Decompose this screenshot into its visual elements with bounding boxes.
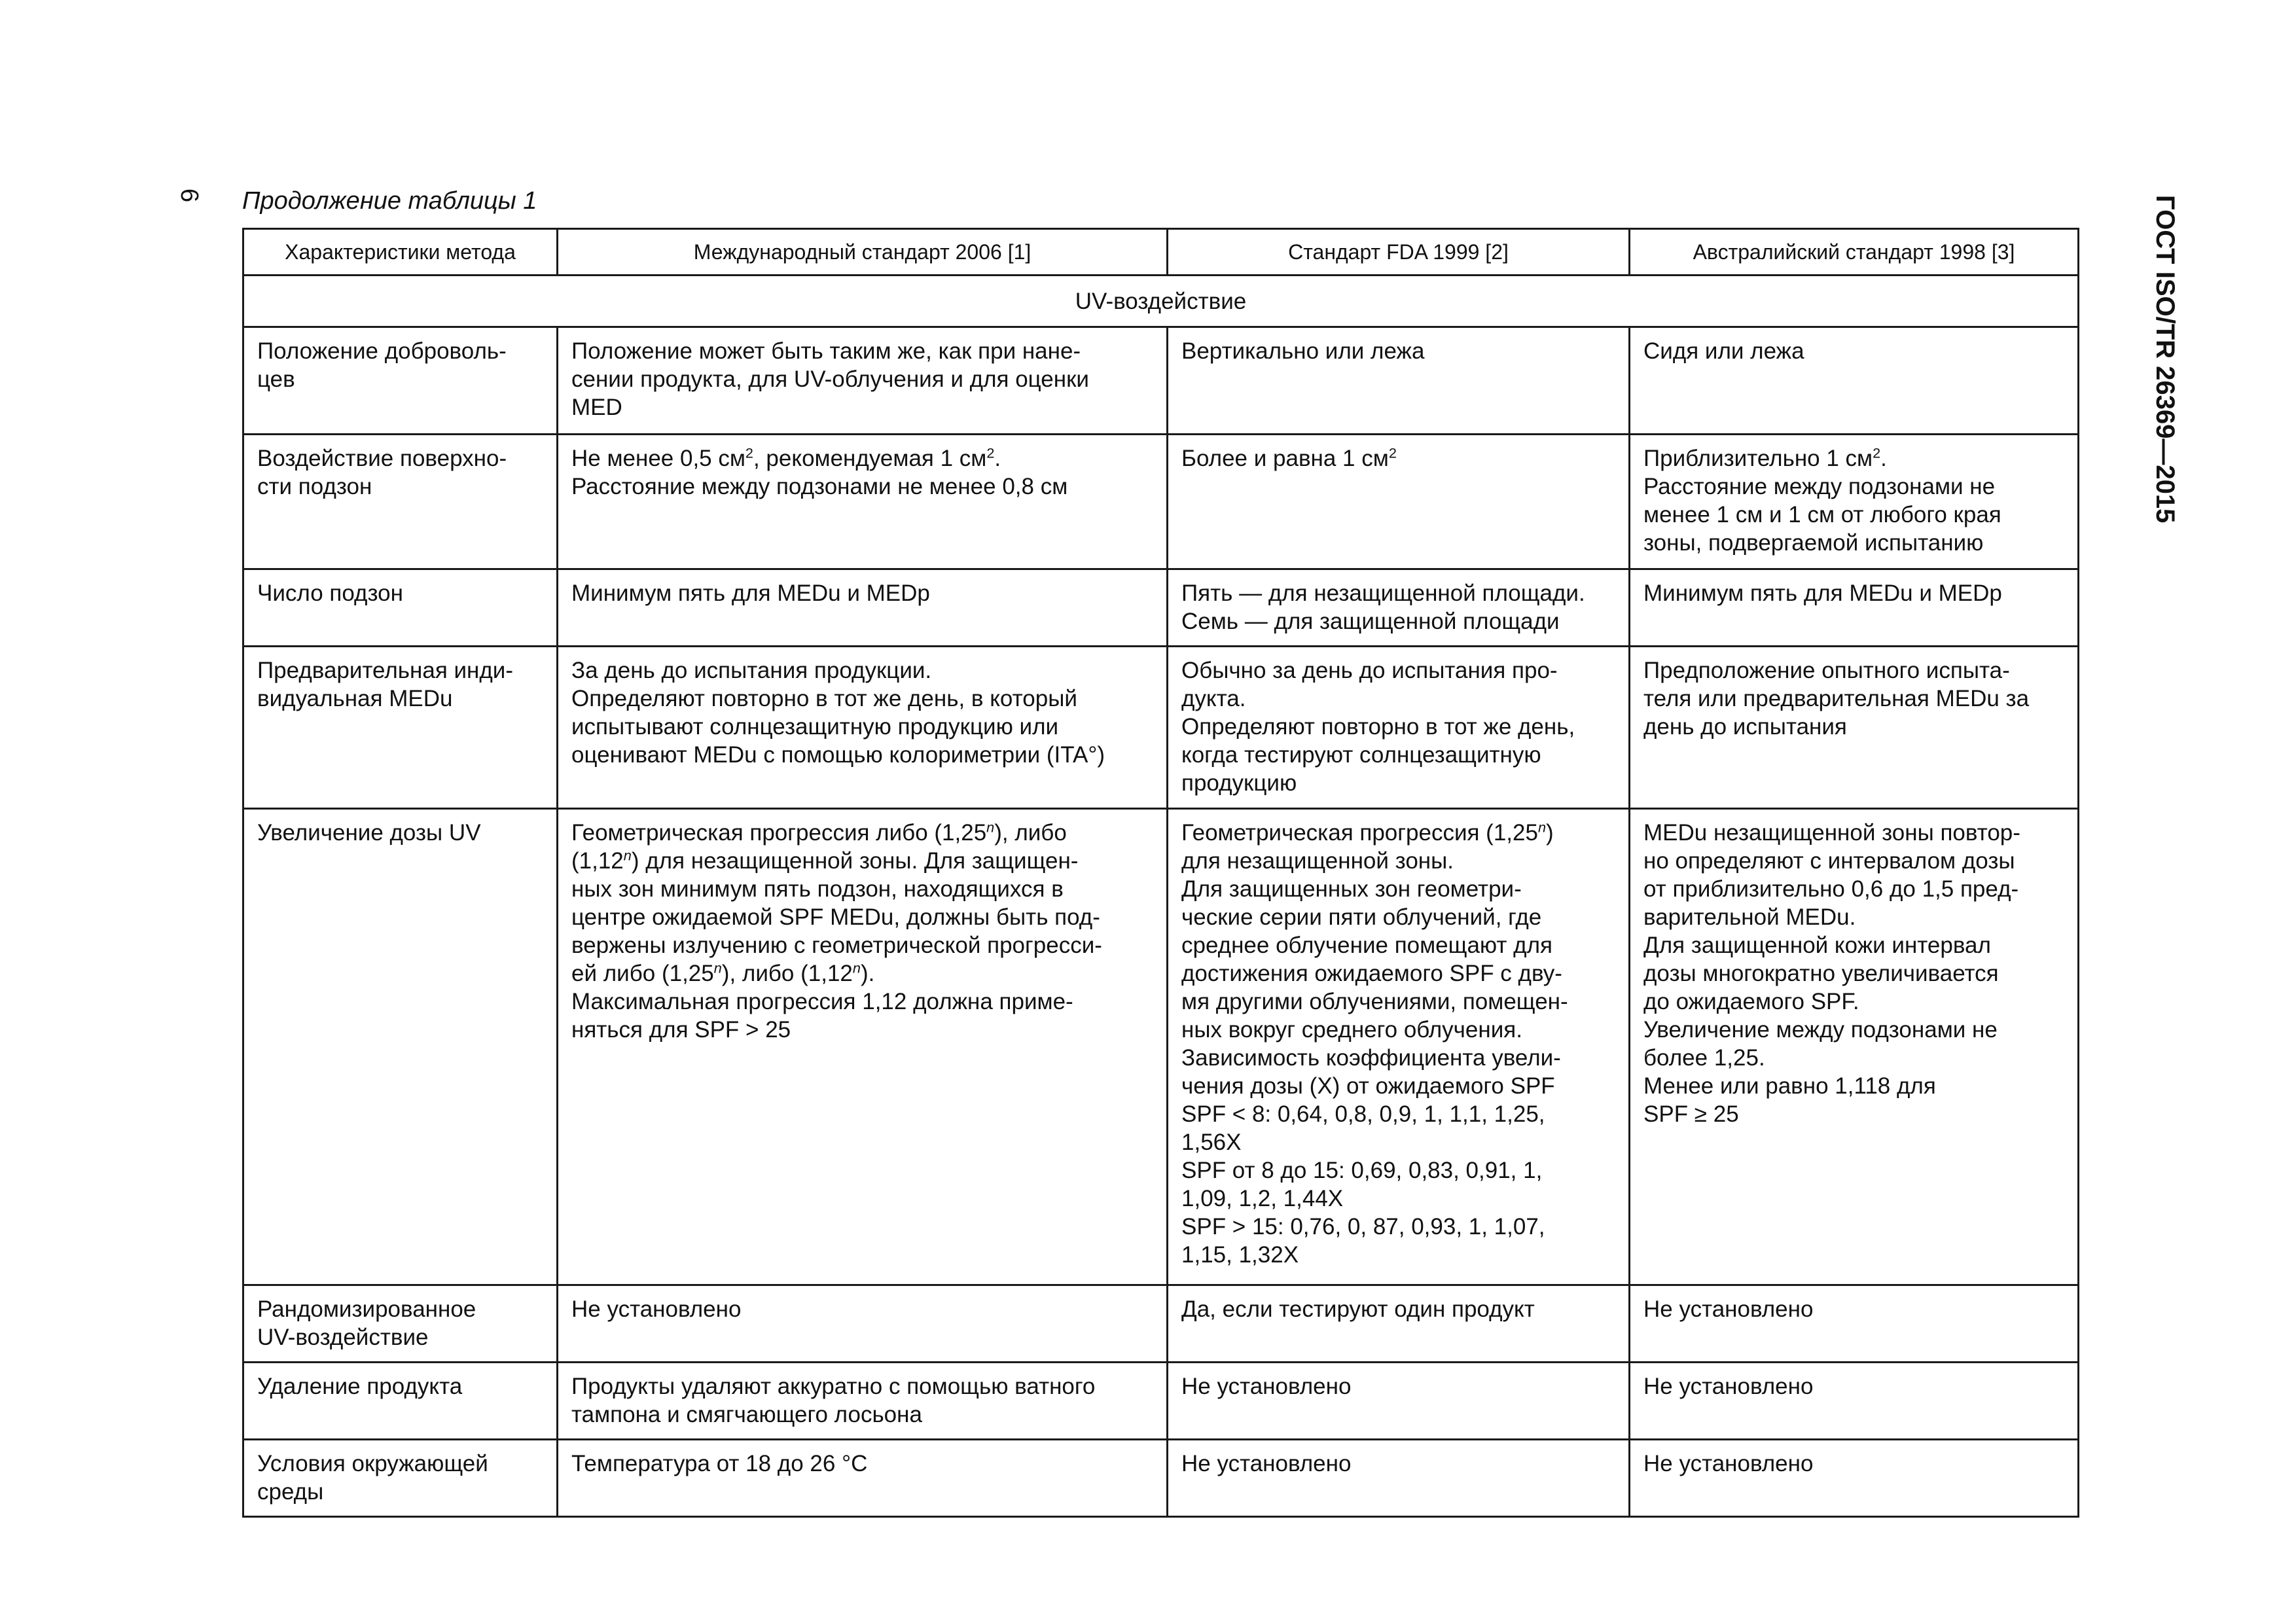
table-row (243, 1285, 2079, 1363)
table-row (243, 809, 2079, 1285)
australian-cell (1630, 809, 2079, 1285)
cell-line: Предположение опытного испыта- (1643, 658, 2010, 683)
table-row (243, 569, 2079, 647)
cell-line: Определяют повторно в тот же день, (1181, 714, 1575, 740)
cell-line (1181, 444, 1615, 473)
cell-line: Да, если тестируют один продукт (1181, 1296, 1535, 1322)
international-cell (558, 569, 1168, 647)
cell-line: ческие серии пяти облучений, где (1181, 904, 1542, 930)
cell-line: Вертикально или лежа (1181, 338, 1425, 364)
superscript: n (852, 959, 861, 976)
cell-line: Не установлено (1643, 1451, 1814, 1476)
cell-line: продукцию (1181, 770, 1297, 796)
cell-line: от приблизительно 0,6 до 1,5 пред- (1643, 876, 2019, 902)
section-uv-exposure: UV-воздействие (243, 276, 2079, 327)
row-label-cell (243, 435, 558, 569)
international-cell (558, 1363, 1168, 1440)
superscript: n (986, 819, 995, 836)
cell-line (571, 847, 1153, 875)
cell-line: центре ожидаемой SPF MEDu, должны быть под- (571, 904, 1100, 930)
fda-cell (1168, 1440, 1630, 1517)
cell-line: Расстояние между подзонами не менее 0,8 см (571, 474, 1068, 499)
superscript: 2 (1873, 444, 1881, 461)
cell-line: среды (257, 1479, 324, 1505)
cell-line: Минимум пять для MEDu и MEDp (1643, 580, 2002, 606)
cell-line: Пять — для незащищенной площади. (1181, 580, 1585, 606)
text-run: Геометрическая прогрессия (1,25 (1181, 820, 1538, 846)
section-row (243, 276, 2079, 327)
cell-line: чения дозы (X) от ожидаемого SPF (1181, 1073, 1555, 1099)
cell-line: Не установлено (1643, 1374, 1814, 1399)
international-cell (558, 809, 1168, 1285)
cell-line: Условия окружающей (257, 1451, 488, 1476)
australian-cell (1630, 327, 2079, 435)
row-label-cell (243, 1285, 558, 1363)
cell-line: до ожидаемого SPF. (1643, 989, 1859, 1014)
text-run: ей либо (1,25 (571, 961, 714, 986)
cell-line: 1,15, 1,32X (1181, 1242, 1299, 1268)
cell-line: Менее или равно 1,118 для (1643, 1073, 1936, 1099)
cell-line: Не установлено (1181, 1451, 1352, 1476)
fda-cell (1168, 435, 1630, 569)
cell-line: ных вокруг среднего облучения. (1181, 1017, 1522, 1043)
table-row (243, 327, 2079, 435)
table-caption: Продолжение таблицы 1 (242, 187, 537, 215)
cell-line: среднее облучение помещают для (1181, 933, 1552, 958)
cell-line: варительной MEDu. (1643, 904, 1856, 930)
superscript: 2 (986, 444, 995, 461)
fda-cell (1168, 1363, 1630, 1440)
cell-line: Минимум пять для MEDu и MEDp (571, 580, 930, 606)
australian-cell (1630, 569, 2079, 647)
row-label-cell (243, 647, 558, 809)
cell-line: MED (571, 395, 622, 420)
fda-cell (1168, 809, 1630, 1285)
cell-line: Положение может быть таким же, как при нане- (571, 338, 1081, 364)
cell-line: Не установлено (571, 1296, 742, 1322)
international-cell (558, 435, 1168, 569)
cell-line: Не установлено (1181, 1374, 1352, 1399)
international-cell (558, 1440, 1168, 1517)
cell-line: но определяют с интервалом дозы (1643, 848, 2015, 874)
table-row (243, 435, 2079, 569)
text-run: . (994, 446, 1001, 471)
cell-line: Расстояние между подзонами не (1643, 474, 1996, 499)
cell-line: теля или предварительная MEDu за (1643, 686, 2030, 711)
cell-line: вержены излучению с геометрической прогресси- (571, 933, 1102, 958)
text-run: Более и равна 1 см (1181, 446, 1389, 471)
australian-cell (1630, 1440, 2079, 1517)
cell-line: более 1,25. (1643, 1045, 1765, 1071)
text-run: Не менее 0,5 см (571, 446, 745, 471)
cell-line: испытывают солнцезащитную продукцию или (571, 714, 1059, 740)
cell-line: Температура от 18 до 26 °С (571, 1451, 868, 1476)
fda-cell (1168, 327, 1630, 435)
cell-line: UV-воздействие (257, 1325, 429, 1350)
row-label-cell (243, 809, 558, 1285)
cell-line: видуальная MEDu (257, 686, 453, 711)
cell-line (571, 959, 1153, 988)
cell-line: MEDu незащищенной зоны повтор- (1643, 820, 2020, 846)
international-cell (558, 327, 1168, 435)
cell-line: тампона и смягчающего лосьона (571, 1402, 922, 1427)
cell-line: день до испытания (1643, 714, 1847, 740)
page-number: 6 (175, 188, 203, 203)
cell-line: менее 1 см и 1 см от любого края (1643, 502, 2001, 527)
header-australian-standard: Австралийский стандарт 1998 [3] (1630, 229, 2079, 276)
method-comparison-table (242, 228, 2079, 1518)
document-code-title: ГОСТ ISO/TR 26369—2015 (2151, 195, 2179, 524)
cell-line: Увеличение дозы UV (257, 820, 481, 846)
row-label-cell (243, 327, 558, 435)
cell-line: SPF > 15: 0,76, 0, 87, 0,93, 1, 1,07, (1181, 1214, 1545, 1240)
row-label-cell (243, 569, 558, 647)
row-label-cell (243, 1363, 558, 1440)
cell-line: Максимальная прогрессия 1,12 должна приме- (571, 989, 1073, 1014)
australian-cell (1630, 435, 2079, 569)
cell-line (571, 819, 1153, 847)
header-fda-standard: Стандарт FDA 1999 [2] (1168, 229, 1630, 276)
australian-cell (1630, 1363, 2079, 1440)
cell-line: сении продукта, для UV-облучения и для оценки (571, 366, 1089, 392)
cell-line: мя другими облучениями, помещен- (1181, 989, 1568, 1014)
cell-line: Число подзон (257, 580, 403, 606)
cell-line: няться для SPF > 25 (571, 1017, 791, 1043)
cell-line: Для защищенных зон геометри- (1181, 876, 1522, 902)
cell-line: 1,56X (1181, 1130, 1242, 1155)
cell-line: Сидя или лежа (1643, 338, 1804, 364)
cell-line: для незащищенной зоны. (1181, 848, 1454, 874)
cell-line: Зависимость коэффициента увели- (1181, 1045, 1561, 1071)
cell-line: ных зон минимум пять подзон, находящихся в (571, 876, 1064, 902)
fda-cell (1168, 1285, 1630, 1363)
cell-line: Предварительная инди- (257, 658, 513, 683)
superscript: n (1537, 819, 1547, 836)
cell-line (1181, 819, 1615, 847)
text-run: Приблизительно 1 см (1643, 446, 1873, 471)
superscript: n (623, 847, 632, 864)
header-characteristics: Характеристики метода (243, 229, 558, 276)
text-run: ) (1546, 820, 1554, 846)
australian-cell (1630, 1285, 2079, 1363)
cell-line: Продукты удаляют аккуратно с помощью ватного (571, 1374, 1096, 1399)
cell-line: сти подзон (257, 474, 372, 499)
fda-cell (1168, 647, 1630, 809)
international-cell (558, 647, 1168, 809)
cell-line: За день до испытания продукции. (571, 658, 932, 683)
table-row (243, 647, 2079, 809)
cell-line: SPF ≥ 25 (1643, 1101, 1739, 1127)
cell-line: дукта. (1181, 686, 1246, 711)
cell-line: оценивают MEDu с помощью колориметрии (ITA°) (571, 742, 1105, 768)
superscript: 2 (1388, 444, 1397, 461)
text-run: (1,12 (571, 848, 624, 874)
cell-line: дозы многократно увеличивается (1643, 961, 1999, 986)
cell-line: SPF < 8: 0,64, 0,8, 0,9, 1, 1,1, 1,25, (1181, 1101, 1545, 1127)
row-label-cell (243, 1440, 558, 1517)
text-run: . (1880, 446, 1887, 471)
cell-line: Обычно за день до испытания про- (1181, 658, 1558, 683)
cell-line (1643, 444, 2064, 473)
international-cell (558, 1285, 1168, 1363)
fda-cell (1168, 569, 1630, 647)
cell-line: Для защищенной кожи интервал (1643, 933, 1991, 958)
cell-line (571, 444, 1153, 473)
cell-line: Удаление продукта (257, 1374, 463, 1399)
cell-line: когда тестируют солнцезащитную (1181, 742, 1541, 768)
cell-line: цев (257, 366, 295, 392)
text-run: ), либо (1,12 (721, 961, 853, 986)
text-run: ), либо (994, 820, 1067, 846)
text-run: ) для незащищенной зоны. Для защищен- (631, 848, 1079, 874)
cell-line: 1,09, 1,2, 1,44X (1181, 1186, 1344, 1211)
cell-line: Определяют повторно в тот же день, в который (571, 686, 1077, 711)
table-row (243, 1440, 2079, 1517)
header-international-standard: Международный стандарт 2006 [1] (558, 229, 1168, 276)
cell-line: Не установлено (1643, 1296, 1814, 1322)
superscript: 2 (745, 444, 753, 461)
text-run: , рекомендуемая 1 см (753, 446, 987, 471)
cell-line: зоны, подвергаемой испытанию (1643, 530, 1984, 556)
cell-line: SPF от 8 до 15: 0,69, 0,83, 0,91, 1, (1181, 1158, 1543, 1183)
superscript: n (713, 959, 722, 976)
table-row (243, 1363, 2079, 1440)
table-header-row (243, 229, 2079, 276)
cell-line: Воздействие поверхно- (257, 446, 507, 471)
text-run: Геометрическая прогрессия либо (1,25 (571, 820, 987, 846)
cell-line: Рандомизированное (257, 1296, 476, 1322)
cell-line: Увеличение между подзонами не (1643, 1017, 1998, 1043)
cell-line: Семь — для защищенной площади (1181, 609, 1560, 634)
cell-line: Положение доброволь- (257, 338, 507, 364)
australian-cell (1630, 647, 2079, 809)
text-run: ). (860, 961, 875, 986)
cell-line: достижения ожидаемого SPF с дву- (1181, 961, 1562, 986)
